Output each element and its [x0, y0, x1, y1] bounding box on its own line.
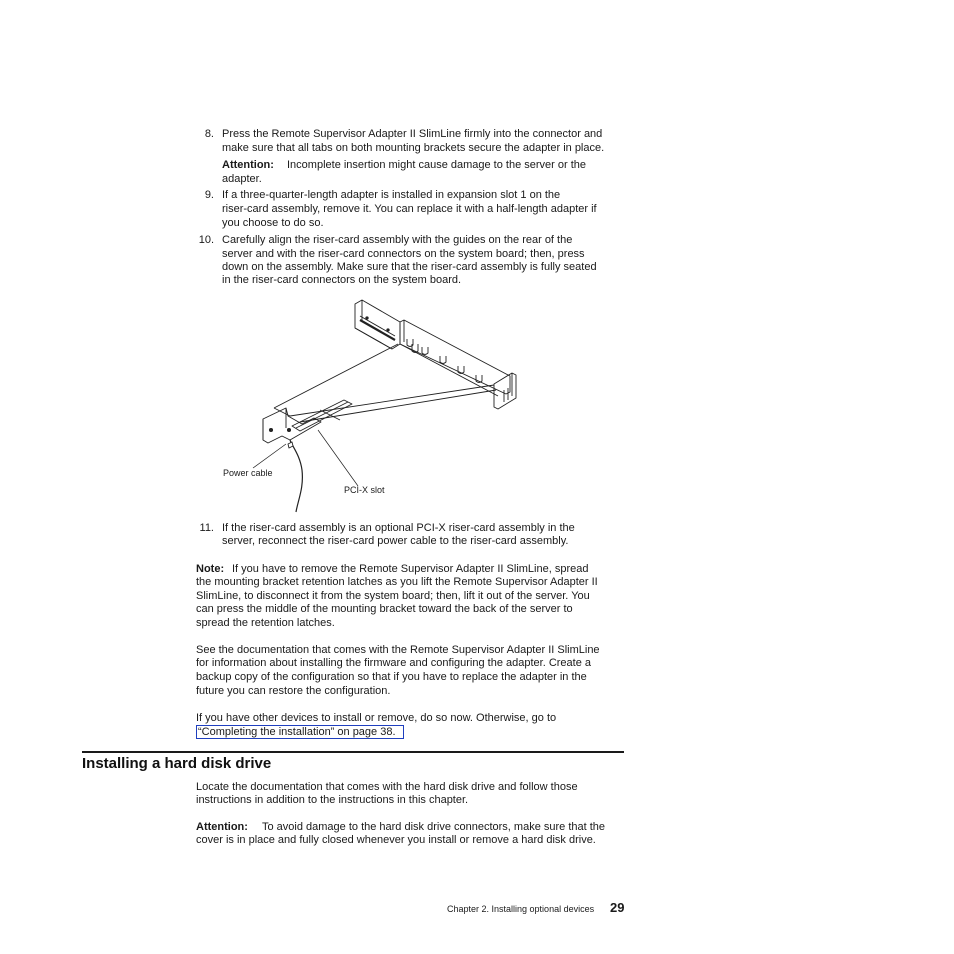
- page-number: 29: [610, 900, 625, 915]
- paragraph-line: See the documentation that comes with the Remote Supervisor Adapter II SlimLine: [196, 644, 600, 656]
- attention-text-line: adapter.: [222, 173, 262, 185]
- section-divider: [82, 751, 624, 753]
- step-text-line: down on the assembly. Make sure that the riser-card assembly is fully seated: [222, 261, 597, 273]
- note-text-line: the mounting bracket retention latches as you lift the Remote Supervisor Adapter II: [196, 576, 598, 588]
- attention-label: Attention:: [222, 159, 274, 171]
- section-intro-line: instructions in addition to the instructions in this chapter.: [196, 794, 469, 806]
- figure-label-pcix-slot: PCI-X slot: [344, 485, 385, 495]
- section-title: Installing a hard disk drive: [82, 755, 272, 772]
- note-text-line: If you have to remove the Remote Supervisor Adapter II SlimLine, spread: [232, 563, 589, 575]
- step-text-line: If a three-quarter-length adapter is installed in expansion slot 1 on the: [222, 189, 561, 201]
- note-text-line: spread the retention latches.: [196, 617, 335, 629]
- step-text-line: server, reconnect the riser-card power cable to the riser-card assembly.: [222, 535, 569, 547]
- attention-text-line: cover is in place and fully closed whenever you install or remove a hard disk drive.: [196, 834, 596, 846]
- footer-chapter: Chapter 2. Installing optional devices: [447, 904, 595, 914]
- step-text-line: If the riser-card assembly is an optional PCI-X riser-card assembly in the: [222, 522, 575, 534]
- step-text-line: riser-card assembly, remove it. You can replace it with a half-length adapter if: [222, 203, 597, 215]
- figure-label-power-cable: Power cable: [223, 468, 273, 478]
- link-completing-installation[interactable]: “Completing the installation” on page 38.: [198, 726, 396, 738]
- attention-text-line: Incomplete insertion might cause damage to the server or the: [287, 159, 586, 171]
- step-number: 10.: [198, 234, 214, 246]
- paragraph-line: future you can restore the configuration.: [196, 685, 391, 697]
- step-text-line: Press the Remote Supervisor Adapter II SlimLine firmly into the connector and: [222, 128, 603, 140]
- step-text-line: server and with the riser-card connectors on the system board; then, press: [222, 248, 585, 260]
- step-text-line: you choose to do so.: [222, 217, 324, 229]
- step-number: 11.: [199, 522, 214, 534]
- step-number: 9.: [204, 189, 214, 201]
- step-text-line: make sure that all tabs on both mounting brackets secure the adapter in place.: [222, 142, 605, 154]
- paragraph-line: for information about installing the firmware and configuring the adapter. Create a: [196, 657, 592, 669]
- attention-text-line: To avoid damage to the hard disk drive connectors, make sure that the: [262, 821, 606, 833]
- attention-label: Attention:: [196, 821, 248, 833]
- section-intro-line: Locate the documentation that comes with the hard disk drive and follow those: [196, 781, 578, 793]
- note-text-line: can press the middle of the mounting bracket toward the back of the server to: [196, 603, 573, 615]
- paragraph-line: If you have other devices to install or remove, do so now. Otherwise, go to: [196, 712, 557, 724]
- step-text-line: in the riser-card connectors on the system board.: [222, 274, 462, 286]
- paragraph-line: backup copy of the configuration so that if you have to replace the adapter in the: [196, 671, 587, 683]
- note-label: Note:: [196, 563, 225, 575]
- note-text-line: SlimLine, to disconnect it from the system board; then, lift it out of the server. You: [196, 590, 590, 602]
- step-number: 8.: [204, 128, 214, 140]
- step-text-line: Carefully align the riser-card assembly with the guides on the rear of the: [222, 234, 573, 246]
